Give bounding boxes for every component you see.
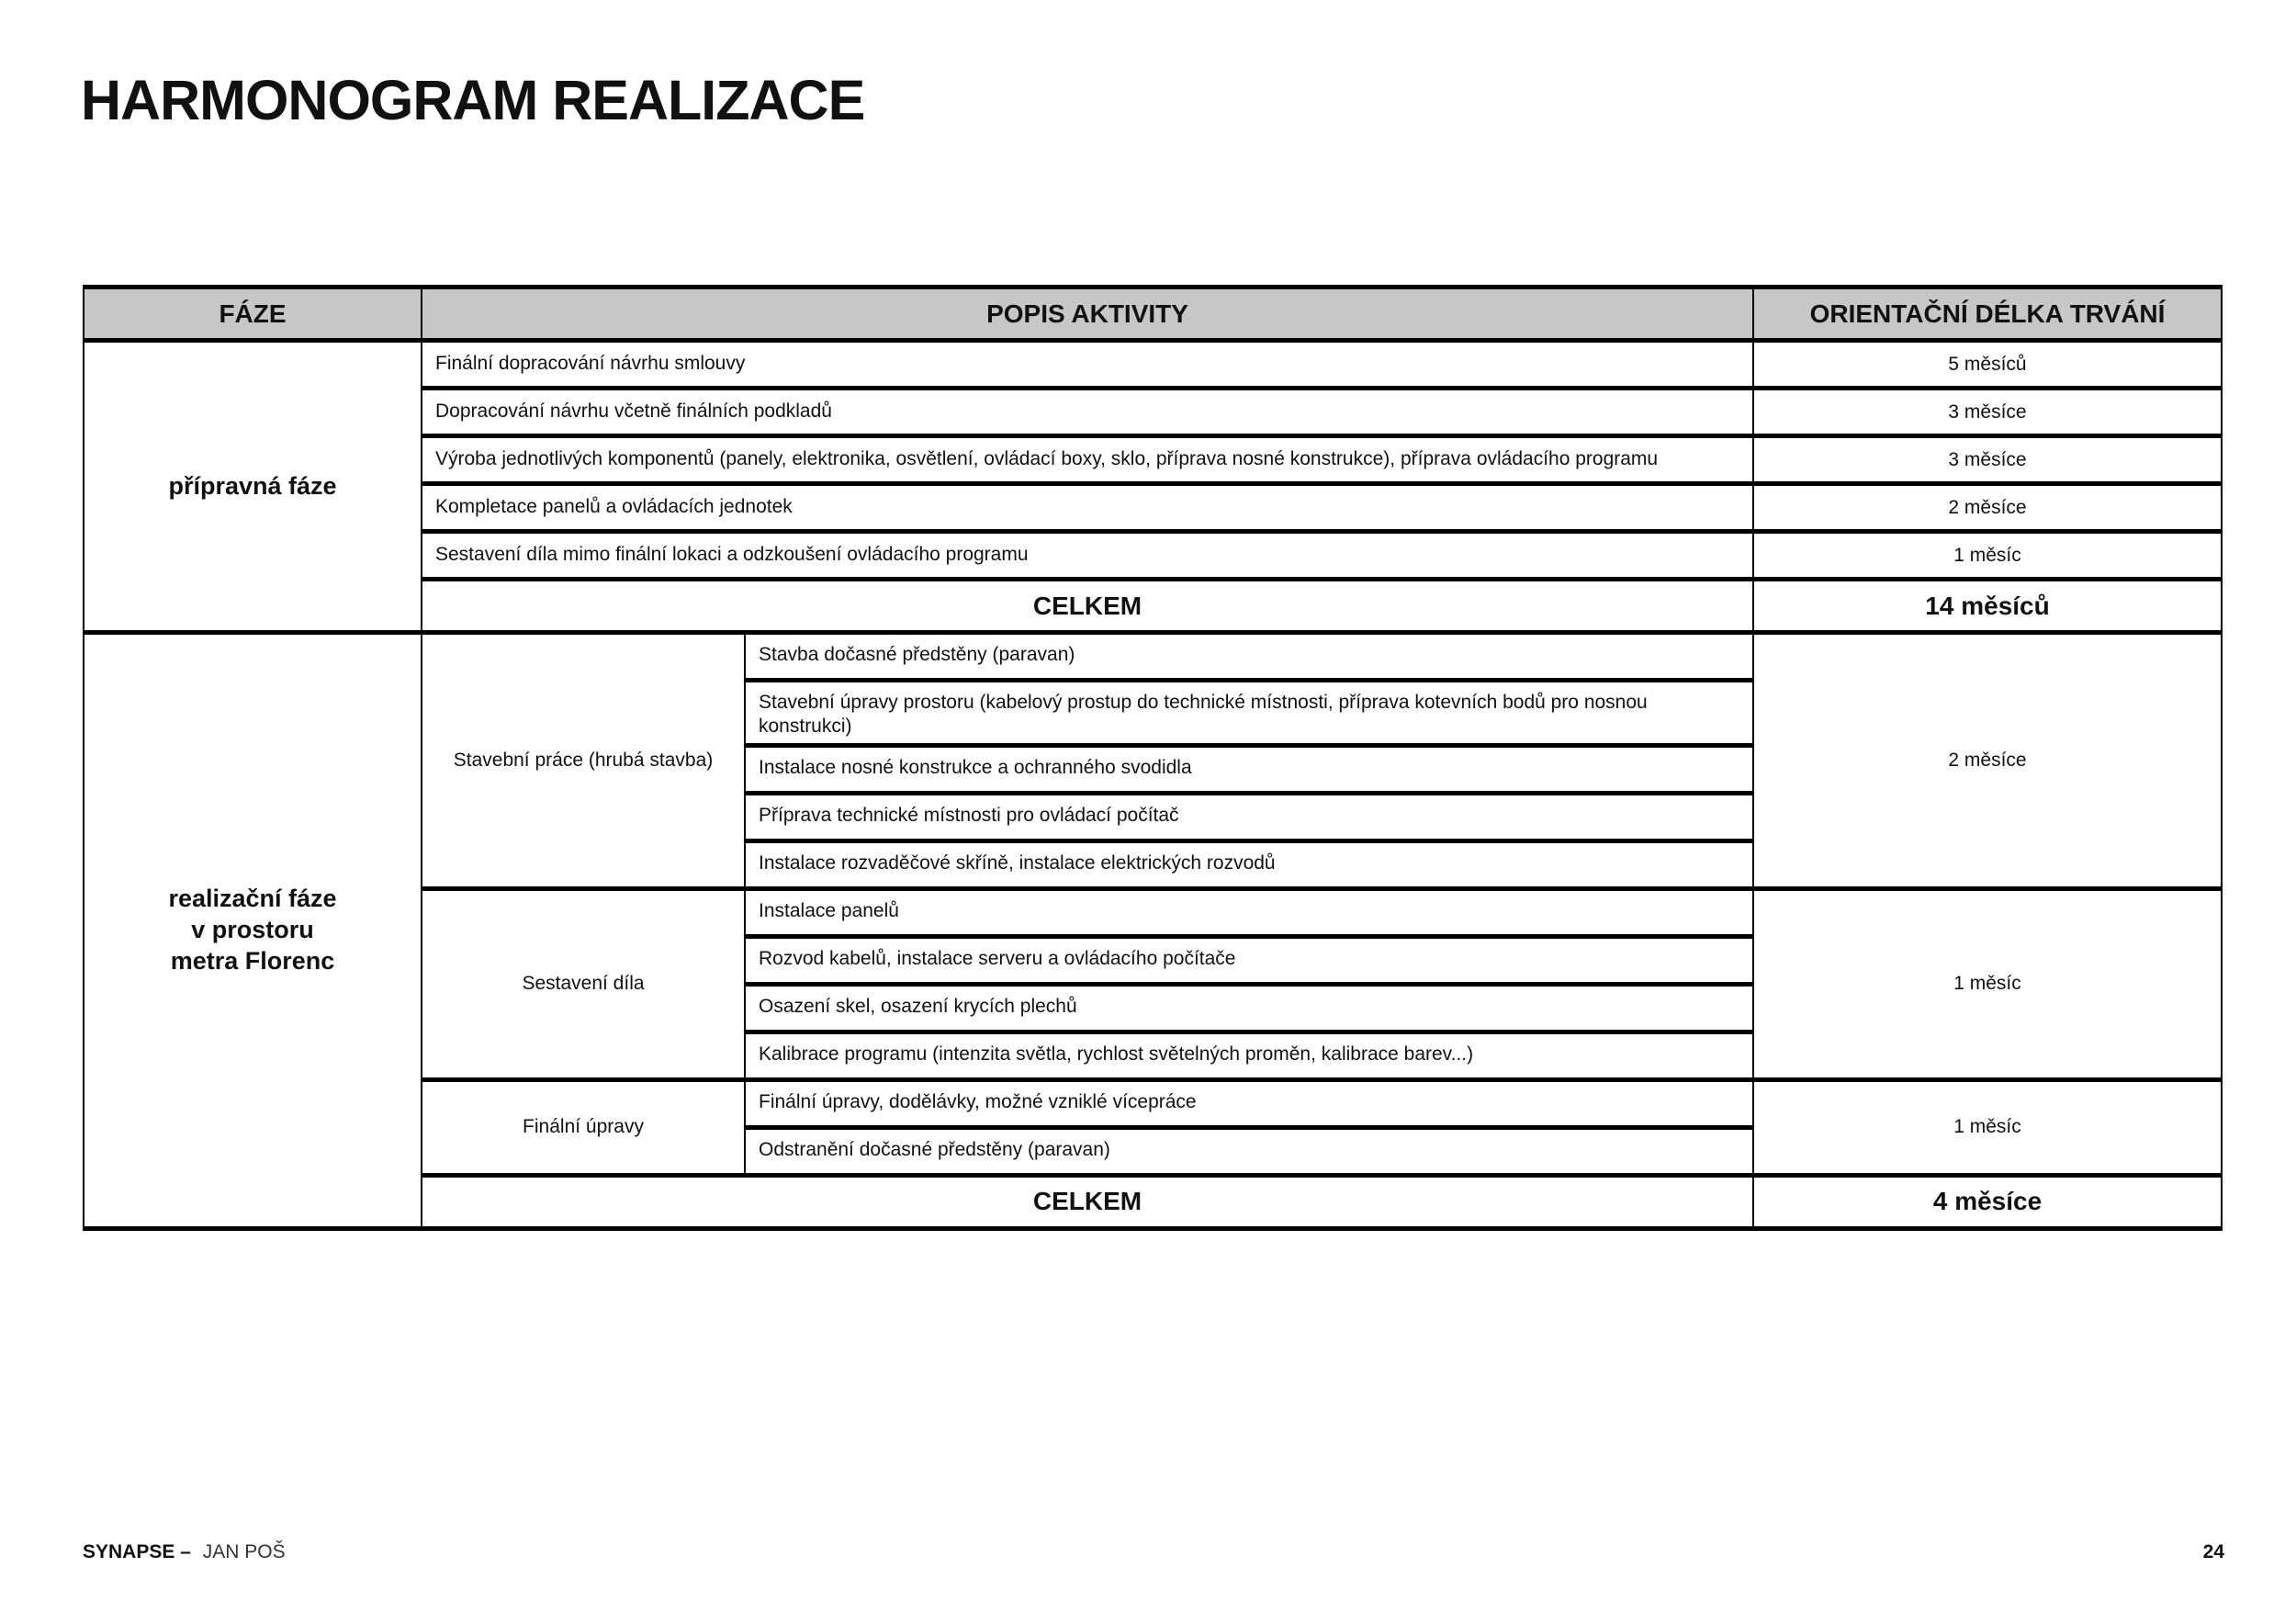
- activity-cell: Příprava technické místnosti pro ovládací počítač: [745, 793, 1753, 840]
- group-label: Sestavení díla: [422, 888, 745, 1079]
- phase2-total-duration: 4 měsíce: [1753, 1175, 2222, 1228]
- page-title: HARMONOGRAM REALIZACE: [81, 69, 865, 131]
- duration-cell: 3 měsíce: [1753, 436, 2222, 484]
- activity-cell: Stavební úpravy prostoru (kabelový prostup do technické místnosti, příprava kotevních bodů pro nosnou konstrukci): [745, 681, 1753, 746]
- schedule-table: [83, 285, 2223, 1231]
- group-label: Stavební práce (hrubá stavba): [422, 633, 745, 889]
- activity-cell: Instalace rozvaděčové skříně, instalace elektrických rozvodů: [745, 840, 1753, 888]
- phase2-total-label: CELKEM: [422, 1175, 1753, 1228]
- table-header-row: [84, 288, 2222, 341]
- page-number: 24: [2202, 1541, 2224, 1562]
- activity-cell: Kalibrace programu (intenzita světla, rychlost světelných proměn, kalibrace barev...): [745, 1032, 1753, 1079]
- activity-cell: Dopracování návrhu včetně finálních podkladů: [422, 389, 1753, 436]
- group-label: Finální úpravy: [422, 1079, 745, 1175]
- duration-cell: 1 měsíc: [1753, 1079, 2222, 1175]
- activity-cell: Stavba dočasné předstěny (paravan): [745, 633, 1753, 681]
- phase2-label: [84, 633, 422, 1229]
- footer-author: JAN POŠ: [202, 1541, 286, 1562]
- phase1-total-label: CELKEM: [422, 580, 1753, 633]
- activity-cell: Rozvod kabelů, instalace serveru a ovládacího počítače: [745, 936, 1753, 984]
- activity-cell: Výroba jednotlivých komponentů (panely, elektronika, osvětlení, ovládací boxy, sklo, příprava nosné konstrukce), příprava ovládacího programu: [422, 436, 1753, 484]
- activity-cell: Sestavení díla mimo finální lokaci a odzkoušení ovládacího programu: [422, 532, 1753, 580]
- phase2-label-line2: v prostoru: [191, 915, 314, 943]
- activity-cell: Odstranění dočasné předstěny (paravan): [745, 1127, 1753, 1175]
- table-row: [84, 341, 2222, 389]
- duration-cell: 2 měsíce: [1753, 484, 2222, 532]
- duration-cell: 1 měsíc: [1753, 888, 2222, 1079]
- activity-cell: Finální úpravy, dodělávky, možné vzniklé vícepráce: [745, 1079, 1753, 1127]
- duration-cell: 1 měsíc: [1753, 532, 2222, 580]
- phase1-total-duration: 14 měsíců: [1753, 580, 2222, 633]
- duration-cell: 5 měsíců: [1753, 341, 2222, 389]
- footer: [83, 1541, 286, 1563]
- duration-cell: 2 měsíce: [1753, 633, 2222, 889]
- phase2-label-line1: realizační fáze: [168, 885, 337, 913]
- table-row: [84, 633, 2222, 681]
- header-phase: FÁZE: [84, 288, 422, 341]
- footer-brand: SYNAPSE –: [83, 1541, 191, 1562]
- phase2-label-line3: metra Florenc: [170, 946, 335, 975]
- activity-cell: Instalace panelů: [745, 888, 1753, 936]
- activity-cell: Kompletace panelů a ovládacích jednotek: [422, 484, 1753, 532]
- activity-cell: Instalace nosné konstrukce a ochranného svodidla: [745, 745, 1753, 793]
- phase1-label: přípravná fáze: [84, 341, 422, 633]
- activity-cell: Finální dopracování návrhu smlouvy: [422, 341, 1753, 389]
- header-duration: ORIENTAČNÍ DÉLKA TRVÁNÍ: [1753, 288, 2222, 341]
- activity-cell: Osazení skel, osazení krycích plechů: [745, 984, 1753, 1032]
- duration-cell: 3 měsíce: [1753, 389, 2222, 436]
- header-activity: POPIS AKTIVITY: [422, 288, 1753, 341]
